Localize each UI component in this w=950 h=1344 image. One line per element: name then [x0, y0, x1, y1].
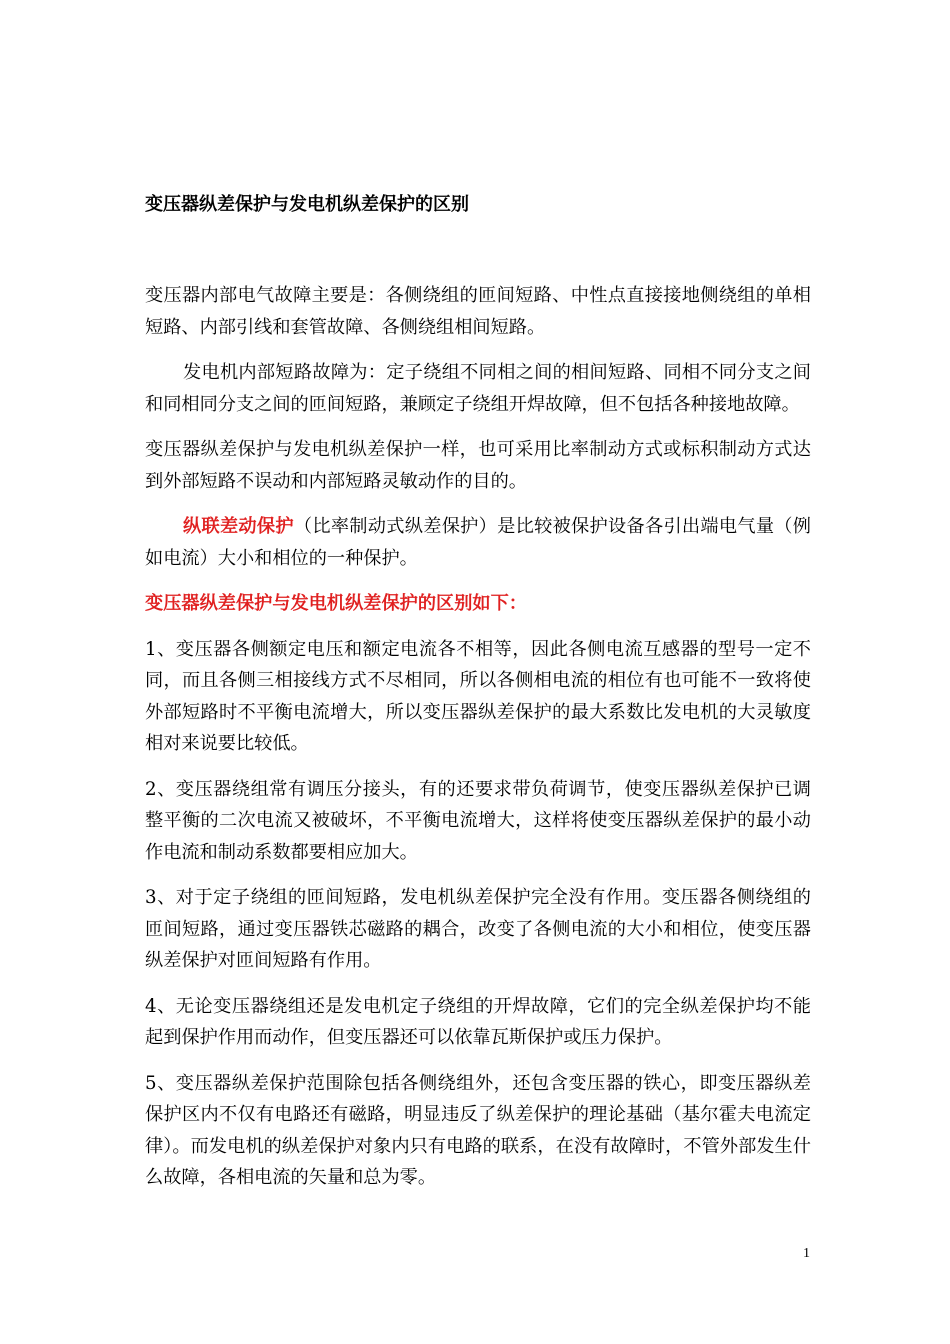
page-number: 1 — [803, 1246, 810, 1261]
document-body — [145, 190, 811, 1208]
paragraph-generator-faults: 发电机内部短路故障为：定子绕组不同相之间的相间短路、同相不同分支之间和同相同分支之间的匝间短路，兼顾定子绕组开焊故障，但不包括各种接地故障。 — [145, 362, 811, 415]
term-differential-protection: 纵联差动保护 — [183, 516, 294, 537]
list-item-difference-3: 3、对于定子绕组的匝间短路，发电机纵差保护完全没有作用。变压器各侧绕组的匝间短路，通过变压器铁芯磁路的耦合，改变了各侧电流的大小和相位，使变压器纵差保护对匝间短路有作用。 — [145, 887, 811, 971]
paragraph-restraint-methods: 变压器纵差保护与发电机纵差保护一样，也可采用比率制动方式或标积制动方式达到外部短路不误动和内部短路灵敏动作的目的。 — [145, 439, 811, 492]
list-item-difference-5: 5、变压器纵差保护范围除包括各侧绕组外，还包含变压器的铁心，即变压器纵差保护区内不仅有电路还有磁路，明显违反了纵差保护的理论基础（基尔霍夫电流定律）。而发电机的纵差保护对象内只有电路的联系，在没有故障时，不管外部发生什么故障，各相电流的矢量和总为零。 — [145, 1072, 811, 1188]
paragraph-differential-definition — [145, 511, 811, 574]
list-item-difference-2: 2、变压器绕组常有调压分接头，有的还要求带负荷调节，使变压器纵差保护已调整平衡的二次电流又被破坏，不平衡电流增大，这样将使变压器纵差保护的最小动作电流和制动系数都要相应加大。 — [145, 778, 811, 863]
list-item-difference-4: 4、无论变压器绕组还是发电机定子绕组的开焊故障，它们的完全纵差保护均不能起到保护作用而动作，但变压器还可以依靠瓦斯保护或压力保护。 — [145, 995, 811, 1048]
paragraph-transformer-faults: 变压器内部电气故障主要是：各侧绕组的匝间短路、中性点直接接地侧绕组的单相短路、内部引线和套管故障、各侧绕组相间短路。 — [145, 285, 811, 338]
definition-text: （比率制动式纵差保护）是比较被保护设备各引出端电气量（例如电流）大小和相位的一种保护。 — [145, 516, 811, 569]
section-heading-differences: 变压器纵差保护与发电机纵差保护的区别如下： — [145, 593, 527, 614]
document-title: 变压器纵差保护与发电机纵差保护的区别 — [145, 194, 469, 215]
list-item-difference-1: 1、变压器各侧额定电压和额定电流各不相等，因此各侧电流互感器的型号一定不同，而且各侧三相接线方式不尽相同，所以各侧相电流的相位有也可能不一致将使外部短路时不平衡电流增大，所以变压器纵差保护的最大系数比发电机的大灵敏度相对来说要比较低。 — [145, 638, 811, 754]
